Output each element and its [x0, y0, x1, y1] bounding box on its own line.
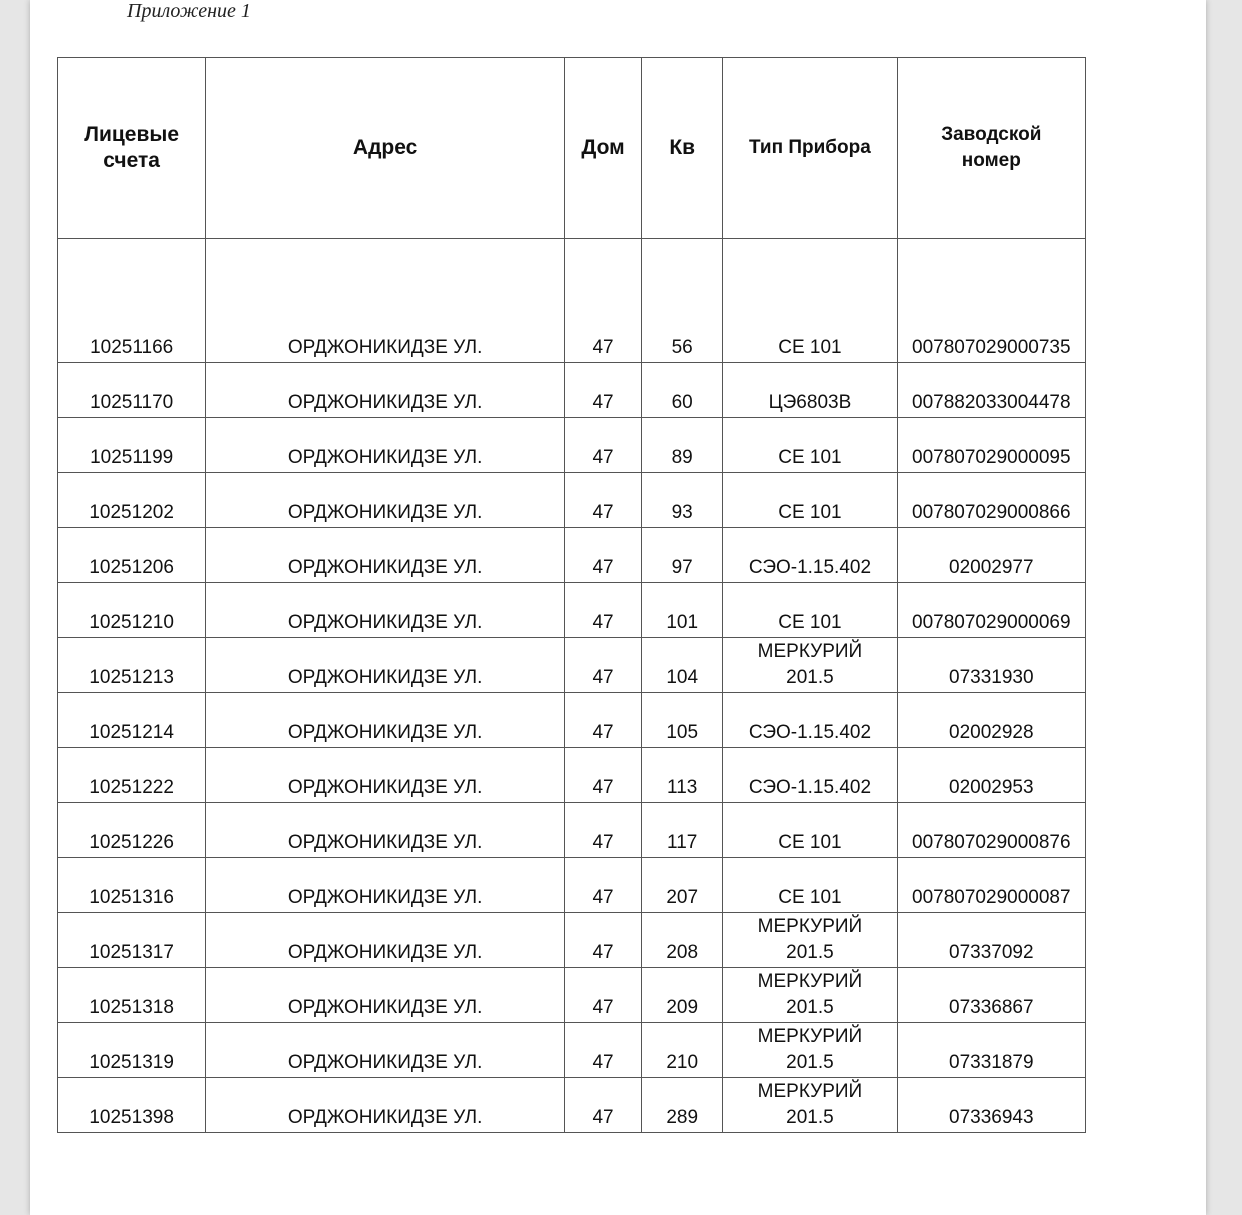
cell-house: 47 [564, 528, 641, 583]
cell-address: ОРДЖОНИКИДЗЕ УЛ. [206, 968, 565, 1023]
cell-house: 47 [564, 803, 641, 858]
cell-address: ОРДЖОНИКИДЗЕ УЛ. [206, 239, 565, 363]
device-line2: 201.5 [786, 1107, 834, 1128]
cell-device [723, 693, 897, 748]
cell-serial: 02002977 [897, 528, 1085, 583]
cell-serial: 07337092 [897, 913, 1085, 968]
cell-serial: 02002928 [897, 693, 1085, 748]
device-line1: СЕ 101 [778, 612, 842, 633]
device-line2: 201.5 [786, 997, 834, 1018]
cell-device [723, 913, 897, 968]
cell-address: ОРДЖОНИКИДЗЕ УЛ. [206, 693, 565, 748]
cell-address: ОРДЖОНИКИДЗЕ УЛ. [206, 748, 565, 803]
cell-device [723, 239, 897, 363]
cell-apartment: 210 [642, 1023, 723, 1078]
cell-account: 10251398 [58, 1078, 206, 1133]
cell-apartment: 93 [642, 473, 723, 528]
table-row [58, 528, 1086, 583]
cell-house: 47 [564, 1023, 641, 1078]
device-line1: МЕРКУРИЙ [757, 1081, 863, 1102]
cell-apartment: 209 [642, 968, 723, 1023]
header-device-type: Тип Прибора [723, 58, 897, 239]
cell-house: 47 [564, 583, 641, 638]
cell-account: 10251226 [58, 803, 206, 858]
device-line2: 201.5 [786, 667, 834, 688]
header-serial-line2: номер [961, 150, 1021, 171]
cell-account: 10251222 [58, 748, 206, 803]
cell-serial: 007807029000876 [897, 803, 1085, 858]
cell-apartment: 289 [642, 1078, 723, 1133]
device-line1: ЦЭ6803В [768, 392, 852, 413]
cell-account: 10251206 [58, 528, 206, 583]
device-line1: СЭО-1.15.402 [748, 722, 872, 743]
table-row [58, 748, 1086, 803]
device-line1: СЕ 101 [778, 447, 842, 468]
cell-address: ОРДЖОНИКИДЗЕ УЛ. [206, 583, 565, 638]
cell-address: ОРДЖОНИКИДЗЕ УЛ. [206, 1023, 565, 1078]
cell-apartment: 56 [642, 239, 723, 363]
cell-house: 47 [564, 239, 641, 363]
cell-account: 10251214 [58, 693, 206, 748]
device-line1: СЕ 101 [778, 887, 842, 908]
cell-device [723, 528, 897, 583]
cell-device [723, 473, 897, 528]
device-line1: СЕ 101 [778, 832, 842, 853]
cell-serial: 07331930 [897, 638, 1085, 693]
cell-house: 47 [564, 968, 641, 1023]
device-line1: МЕРКУРИЙ [757, 1026, 863, 1047]
cell-apartment: 117 [642, 803, 723, 858]
cell-device [723, 1023, 897, 1078]
table-row [58, 638, 1086, 693]
cell-account: 10251319 [58, 1023, 206, 1078]
document-page [30, 0, 1206, 1215]
table-row [58, 803, 1086, 858]
table-row [58, 418, 1086, 473]
device-line1: МЕРКУРИЙ [757, 916, 863, 937]
cell-serial: 02002953 [897, 748, 1085, 803]
table-row [58, 968, 1086, 1023]
cell-account: 10251170 [58, 363, 206, 418]
header-account-line1: Лицевые [84, 123, 180, 146]
cell-device [723, 803, 897, 858]
cell-apartment: 104 [642, 638, 723, 693]
cell-device [723, 968, 897, 1023]
cell-serial: 07331879 [897, 1023, 1085, 1078]
device-line1: МЕРКУРИЙ [757, 971, 863, 992]
cell-serial: 07336867 [897, 968, 1085, 1023]
table-row [58, 913, 1086, 968]
cell-house: 47 [564, 693, 641, 748]
cell-account: 10251210 [58, 583, 206, 638]
cell-apartment: 113 [642, 748, 723, 803]
cell-house: 47 [564, 473, 641, 528]
cell-account: 10251318 [58, 968, 206, 1023]
cell-house: 47 [564, 913, 641, 968]
cell-house: 47 [564, 418, 641, 473]
cell-serial: 007807029000095 [897, 418, 1085, 473]
cell-apartment: 101 [642, 583, 723, 638]
cell-account: 10251199 [58, 418, 206, 473]
cell-apartment: 97 [642, 528, 723, 583]
table-row [58, 1023, 1086, 1078]
header-account-line2: счета [103, 149, 160, 172]
cell-serial: 007882033004478 [897, 363, 1085, 418]
cell-apartment: 60 [642, 363, 723, 418]
cell-device [723, 858, 897, 913]
table-row [58, 239, 1086, 363]
cell-house: 47 [564, 858, 641, 913]
cell-house: 47 [564, 1078, 641, 1133]
cell-apartment: 89 [642, 418, 723, 473]
device-line1: СЕ 101 [778, 502, 842, 523]
table-row [58, 858, 1086, 913]
meter-table [57, 57, 1086, 1133]
appendix-label: Приложение 1 [127, 0, 251, 22]
cell-address: ОРДЖОНИКИДЗЕ УЛ. [206, 803, 565, 858]
cell-address: ОРДЖОНИКИДЗЕ УЛ. [206, 858, 565, 913]
device-line1: СЭО-1.15.402 [748, 557, 872, 578]
cell-address: ОРДЖОНИКИДЗЕ УЛ. [206, 913, 565, 968]
cell-device [723, 583, 897, 638]
cell-account: 10251166 [58, 239, 206, 363]
cell-apartment: 207 [642, 858, 723, 913]
cell-apartment: 208 [642, 913, 723, 968]
device-line1: СЕ 101 [778, 337, 842, 358]
table-row [58, 693, 1086, 748]
cell-house: 47 [564, 748, 641, 803]
device-line1: МЕРКУРИЙ [757, 641, 863, 662]
cell-house: 47 [564, 638, 641, 693]
cell-account: 10251213 [58, 638, 206, 693]
cell-device [723, 748, 897, 803]
cell-apartment: 105 [642, 693, 723, 748]
cell-address: ОРДЖОНИКИДЗЕ УЛ. [206, 418, 565, 473]
cell-serial: 007807029000866 [897, 473, 1085, 528]
cell-account: 10251202 [58, 473, 206, 528]
device-line2: 201.5 [786, 942, 834, 963]
cell-address: ОРДЖОНИКИДЗЕ УЛ. [206, 473, 565, 528]
cell-address: ОРДЖОНИКИДЗЕ УЛ. [206, 363, 565, 418]
cell-serial: 007807029000735 [897, 239, 1085, 363]
cell-serial: 007807029000087 [897, 858, 1085, 913]
header-house: Дом [564, 58, 641, 239]
cell-account: 10251317 [58, 913, 206, 968]
cell-address: ОРДЖОНИКИДЗЕ УЛ. [206, 638, 565, 693]
header-address: Адрес [206, 58, 565, 239]
header-account [58, 58, 206, 239]
header-serial [897, 58, 1085, 239]
cell-address: ОРДЖОНИКИДЗЕ УЛ. [206, 1078, 565, 1133]
cell-account: 10251316 [58, 858, 206, 913]
header-serial-line1: Заводской [941, 124, 1042, 145]
cell-device [723, 638, 897, 693]
header-apartment: Кв [642, 58, 723, 239]
table-row [58, 1078, 1086, 1133]
table-row [58, 473, 1086, 528]
cell-device [723, 418, 897, 473]
cell-house: 47 [564, 363, 641, 418]
cell-address: ОРДЖОНИКИДЗЕ УЛ. [206, 528, 565, 583]
cell-device [723, 1078, 897, 1133]
cell-serial: 007807029000069 [897, 583, 1085, 638]
device-line1: СЭО-1.15.402 [748, 777, 872, 798]
device-line2: 201.5 [786, 1052, 834, 1073]
table-row [58, 583, 1086, 638]
table-header-row [58, 58, 1086, 239]
table-body [58, 239, 1086, 1133]
cell-serial: 07336943 [897, 1078, 1085, 1133]
table-row [58, 363, 1086, 418]
cell-device [723, 363, 897, 418]
